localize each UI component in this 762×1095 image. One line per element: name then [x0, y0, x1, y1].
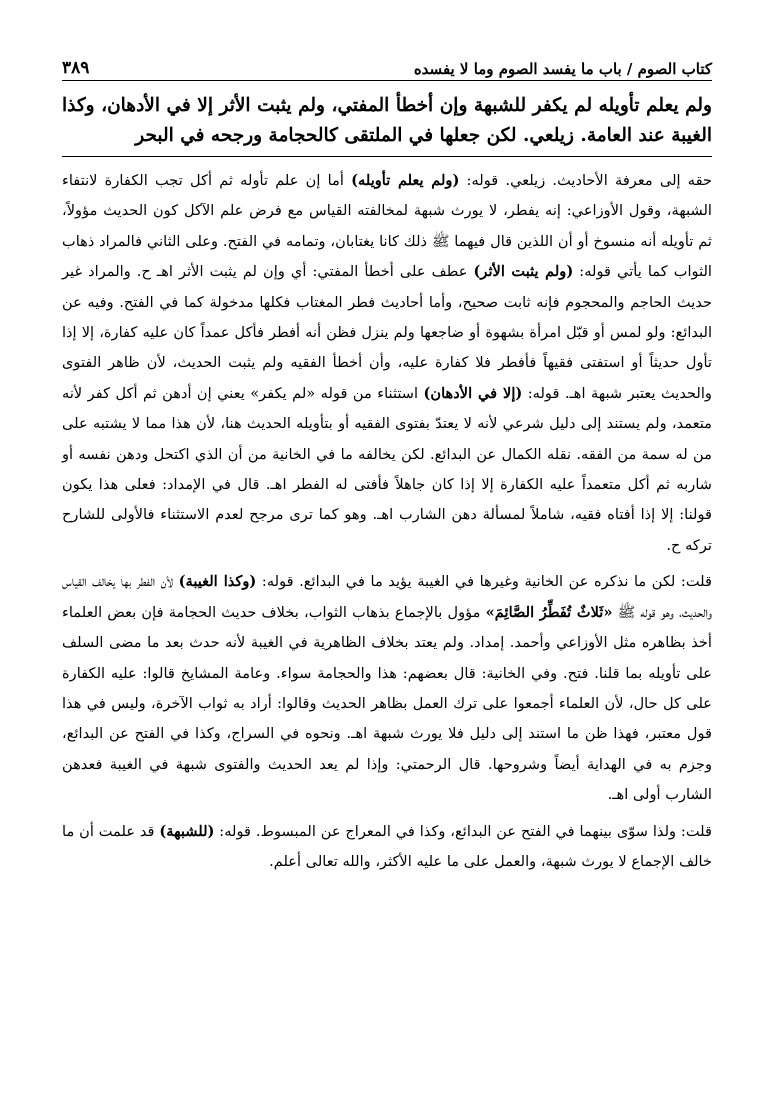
- book-page: [62, 48, 712, 877]
- commentary-text: عطف على أخطأ المفتي: أي وإن لم يثبت الأثر اهـ ح. والمراد غير حديث الحاجم والمحجوم فإنه ثابت صحيح، وأما أحاديث فطر المغتاب فكلها مدخولة كما في الفتح. وفيه عن البدائع: ولو لمس أو قبّل امرأة بشهوة أو ضاجعها ولم ينزل فظن أنه أفطر فأكل عمداً كان عليه كفارة، إلا إذا تأول حديثاً أو استفتى فقيهاً فأفطر فلا كفارة عليه، وأن أخطأ الفقيه ولم يثبت الحديث، لأن ظاهر الفتوى والحديث يعتبر شبهة اهـ. قوله:: [62, 263, 712, 402]
- page-number: ٣٨٩: [62, 58, 90, 78]
- main-text: ولم يعلم تأويله لم يكفر للشبهة وإن أخطأ المفتي، ولم يثبت الأثر إلا في الأدهان، وكذا الغيبة عند العامة. زيلعي. لكن جعلها في الملتقى كالحجامة ورجحه في البحر: [62, 95, 712, 146]
- commentary: [62, 166, 712, 877]
- commentary-paragraph: [62, 567, 712, 810]
- commentary-text: مؤول بالإجماع بذهاب الثواب، بخلاف حديث الحجامة فإن بعض العلماء أخذ بظاهره مثل الأوزاعي وأحمد. إمداد. ولم يعتد بخلاف الظاهرية في الغيبة لأنه حدث بعد ما مضى السلف على تأويله بما قلنا. فتح. وفي الخانية: قال بعضهم: هذا والحجامة سواء. وعامة المشايخ قالوا: عليه الكفارة على كل حال، لأن العلماء أجمعوا على ترك العمل بظاهر الحديث وقالوا: أراد به ثواب الآخرة، وليس في هذا قول معتبر، فهذا ظن ما استند إلى دليل فلا يورث شبهة اهـ. ونحوه في السراج، وكذا في الفتح عن البدائع، وجزم به في الهداية أيضاً وشروحها. قال الرحمتي: وإذا لم يعد الحديث والفتوى شبهة في الغيبة فعدهن الشارب أولى اهـ.: [62, 603, 712, 804]
- commentary-text: لأن الفطر بها يخالف القياس والحديث، وهو قوله ﷺ: [62, 573, 713, 621]
- commentary-text: حقه إلى معرفة الأحاديث. زيلعي. قوله:: [459, 172, 712, 189]
- commentary-keyword: (إلا في الأدهان): [423, 384, 523, 402]
- commentary-keyword: (وكذا الغيبة): [178, 573, 257, 591]
- commentary-keyword: «ثَلاثٌ تُفَطِّرُ الصَّائِمَ»: [485, 603, 613, 621]
- commentary-text: قد علمت أن ما خالف الإجماع لا يورث شبهة، والعمل على ما عليه الأكثر، والله تعالى أعلم.: [62, 822, 712, 870]
- chapter-title: كتاب الصوم / باب ما يفسد الصوم وما لا يفسده: [413, 60, 712, 78]
- separator-rule: [62, 156, 712, 157]
- commentary-keyword: (ولم يثبت الأثر): [473, 263, 574, 281]
- commentary-paragraph: [62, 817, 712, 878]
- commentary-text: قلت: ولذا سوّى بينهما في الفتح عن البدائع، وكذا في المعراج عن المبسوط. قوله:: [214, 822, 712, 840]
- commentary-text: استثناء من قوله «لم يكفر» يعني إن أدهن ثم أكل كفر لأنه متعمد، ولم يستند إلى دليل شرعي لأنه لا يعتدّ بفتوى الفقيه أو بتأويله الحديث هنا، لأن هذا مما لا يشتبه على من له سمة من الفقه. نقله الكمال عن البدائع. لكن يخالفه ما في الخانية من أن الذي اكتحل ودهن نفسه أو شاربه ثم أكل متعمداً عليه الكفارة إلا إذا كان جاهلاً فأفتى له الفطر اهـ. قال في الإمداد: فعلى هذا يكون قولنا: إلا إذا أفتاه فقيه، شاملاً لمسألة دهن الشارب اهـ. وهو كما ترى مرجح لعدم الاستثناء فالأولى للشارح تركه ح.: [62, 384, 712, 554]
- running-header: [62, 48, 712, 81]
- commentary-keyword: (للشبهة): [159, 822, 215, 840]
- commentary-text: قلت: لكن ما نذكره عن الخانية وغيرها في الغيبة يؤيد ما في البدائع. قوله:: [256, 573, 712, 591]
- commentary-keyword: (ولم يعلم تأويله): [351, 172, 460, 189]
- commentary-text: أما إن علم تأوله ثم أكل تجب الكفارة لانتفاء الشبهة، وقول الأوزاعي: إنه يفطر، لا يورث شبهة لمخالفته القياس مع فرض علم الآكل كون الحديث مؤولاً، ثم تأويله أنه منسوخ أو أن اللذين قال فيهما ﷺ ذلك كانا يغتابان، وتمامه في الفتح. وعلى الثاني فالمراد ذهاب الثواب كما يأتي قوله:: [62, 172, 712, 281]
- commentary-paragraph: [62, 166, 712, 561]
